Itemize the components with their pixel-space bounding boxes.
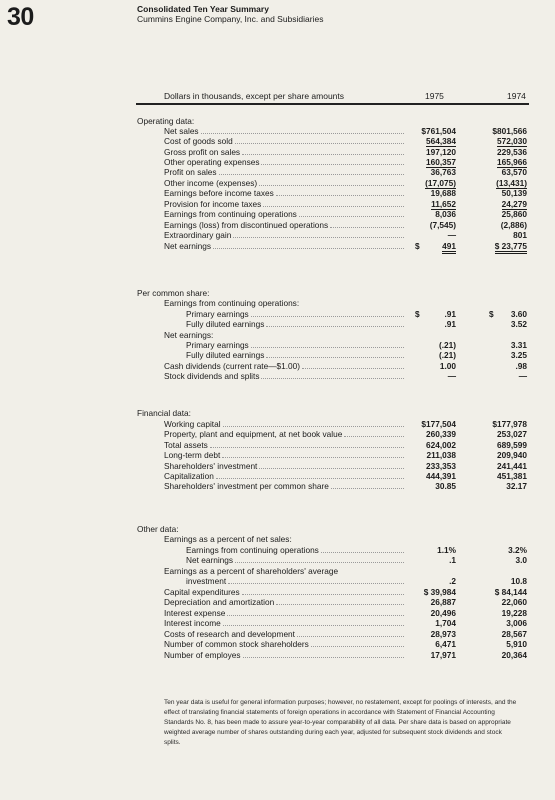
cell-1975 (372, 220, 456, 230)
value-1975: (.21) (438, 340, 456, 350)
table-row (0, 147, 555, 157)
dollar-sign: $ (415, 309, 420, 319)
value-1975: .2 (449, 576, 456, 586)
cell-1974 (455, 618, 527, 628)
row-label: Extraordinary gain (164, 230, 232, 240)
cell-1974 (455, 188, 527, 198)
cell-1975 (372, 178, 456, 188)
row-label: Other data: (137, 524, 179, 534)
table-row (0, 587, 555, 597)
column-header-1975: 1975 (425, 91, 444, 101)
table-row (0, 371, 555, 381)
cell-1975 (372, 157, 456, 167)
value-1975: 233,353 (426, 461, 456, 471)
row-label: Earnings from continuing operations: (164, 298, 300, 308)
cell-1974 (455, 440, 527, 450)
value-1974: 241,441 (497, 461, 527, 471)
cell-1974 (455, 220, 527, 230)
cell-1974 (455, 350, 527, 360)
table-row (0, 450, 555, 460)
table-row (0, 461, 555, 471)
table-row (0, 419, 555, 429)
cell-1974 (455, 199, 527, 209)
value-1974: 28,567 (501, 629, 527, 639)
dollar-sign: $ (415, 241, 420, 251)
table-row (0, 199, 555, 209)
row-label: Property, plant and equipment, at net book value (164, 429, 343, 439)
table-row (0, 167, 555, 177)
row-label: Capitalization (164, 471, 214, 481)
cell-1975 (372, 587, 456, 597)
value-1974: $177,978 (492, 419, 527, 429)
cell-1975 (372, 136, 456, 146)
value-1975: 491 (442, 241, 456, 254)
footnote: Ten year data is useful for general information purposes; however, no restatement, except for poolings of interests, and the effect of translating financial statements of foreign operations in accordance with Statement of Financial Accounting Standards No. 8, has been made to assure year-to-year comparability of all data. Per share data is based on appropriate weighted average number of shares outstanding during each year, adjusted for subsequent stock dividends and stock splits. (164, 699, 517, 746)
company-name: Cummins Engine Company, Inc. and Subsidiaries (137, 14, 324, 24)
table-row (0, 309, 555, 319)
value-1975: 20,496 (430, 608, 456, 618)
table-row (0, 608, 555, 618)
table-row (0, 340, 555, 350)
value-1974: 32.17 (506, 481, 527, 491)
value-1974: 572,030 (497, 136, 527, 146)
row-label: investment (186, 576, 227, 586)
value-1974: 801 (513, 230, 527, 240)
row-label: Fully diluted earnings (186, 350, 265, 360)
value-1975: 8,036 (435, 209, 456, 219)
cell-1974 (455, 650, 527, 660)
cell-1975 (372, 241, 456, 251)
cell-1975 (372, 461, 456, 471)
value-1975: $177,504 (421, 419, 456, 429)
cell-1974 (455, 178, 527, 188)
table-row (0, 178, 555, 188)
value-1974: .98 (515, 361, 527, 371)
cell-1975 (372, 618, 456, 628)
table-row (0, 566, 555, 576)
value-1975: $761,504 (421, 126, 456, 136)
value-1974: (2,886) (500, 220, 527, 230)
cell-1974 (455, 450, 527, 460)
cell-1974 (455, 209, 527, 219)
cell-1975 (372, 126, 456, 136)
row-label: Net earnings (186, 555, 234, 565)
cell-1974 (455, 429, 527, 439)
value-1974: 253,027 (497, 429, 527, 439)
value-1974: $801,566 (492, 126, 527, 136)
row-label: Net earnings: (164, 330, 214, 340)
value-1975: 19,688 (430, 188, 456, 198)
value-1974: 20,364 (501, 650, 527, 660)
cell-1975 (372, 209, 456, 219)
value-1974: 5,910 (506, 639, 527, 649)
table-row (0, 188, 555, 198)
row-label: Working capital (164, 419, 221, 429)
row-label: Long-term debt (164, 450, 221, 460)
cell-1974 (455, 126, 527, 136)
cell-1975 (372, 576, 456, 586)
value-1974: 3.60 (510, 309, 527, 319)
row-label: Profit on sales (164, 167, 217, 177)
value-1975: 26,887 (430, 597, 456, 607)
value-1975: 36,763 (430, 167, 456, 177)
value-1975: 211,038 (426, 450, 456, 460)
value-1975: (17,075) (425, 178, 456, 188)
value-1974: 165,966 (497, 157, 527, 167)
value-1974: — (518, 371, 527, 381)
value-1974: 19,228 (501, 608, 527, 618)
value-1975: 6,471 (435, 639, 456, 649)
value-1975: 28,973 (430, 629, 456, 639)
value-1975: .91 (444, 309, 456, 319)
table-row (0, 298, 555, 308)
cell-1974 (455, 241, 527, 251)
cell-1975 (372, 361, 456, 371)
table-row (0, 220, 555, 230)
value-1974: 3.52 (510, 319, 527, 329)
row-label: Earnings as a percent of net sales: (164, 534, 292, 544)
cell-1974 (455, 587, 527, 597)
cell-1974 (455, 545, 527, 555)
value-1975: 624,002 (426, 440, 456, 450)
value-1974: (13,431) (496, 178, 527, 188)
cell-1974 (455, 481, 527, 491)
row-label: Depreciation and amortization (164, 597, 275, 607)
row-label: Per common share: (137, 288, 210, 298)
cell-1974 (455, 629, 527, 639)
table-row (0, 639, 555, 649)
cell-1975 (372, 639, 456, 649)
cell-1975 (372, 450, 456, 460)
value-1974: 3.0 (515, 555, 527, 565)
row-label: Provision for income taxes (164, 199, 262, 209)
table-row (0, 481, 555, 491)
table-row (0, 241, 555, 251)
cell-1975 (372, 147, 456, 157)
value-1975: 1.00 (439, 361, 456, 371)
table-row (0, 136, 555, 146)
cell-1975 (372, 608, 456, 618)
table-row (0, 534, 555, 544)
cell-1975 (372, 429, 456, 439)
row-label: Stock dividends and splits (164, 371, 260, 381)
row-label: Earnings (loss) from discontinued operations (164, 220, 329, 230)
cell-1974 (455, 419, 527, 429)
value-1974: 63,570 (501, 167, 527, 177)
cell-1975 (372, 597, 456, 607)
table-row (0, 157, 555, 167)
table-row (0, 209, 555, 219)
row-label: Other income (expenses) (164, 178, 258, 188)
table-row (0, 555, 555, 565)
row-label: Net earnings (164, 241, 212, 251)
value-1974: 25,860 (501, 209, 527, 219)
value-1975: 30.85 (435, 481, 456, 491)
table-row (0, 597, 555, 607)
cell-1975 (372, 350, 456, 360)
cell-1974 (455, 361, 527, 371)
cell-1974 (455, 597, 527, 607)
value-1974: $ 23,775 (495, 241, 527, 254)
report-title: Consolidated Ten Year Summary (137, 4, 269, 14)
row-label: Operating data: (137, 116, 195, 126)
row-label: Interest income (164, 618, 221, 628)
value-1975: 564,384 (426, 136, 456, 146)
value-1975: 260,339 (426, 429, 456, 439)
value-1975: 1.1% (437, 545, 456, 555)
row-label: Cost of goods sold (164, 136, 233, 146)
value-1974: 3.2% (508, 545, 527, 555)
table-row (0, 230, 555, 240)
row-label: Earnings before income taxes (164, 188, 274, 198)
value-1975: .1 (449, 555, 456, 565)
cell-1975 (372, 371, 456, 381)
value-1974: 3.25 (510, 350, 527, 360)
row-label: Number of common stock shareholders (164, 639, 309, 649)
value-1974: 229,536 (497, 147, 527, 157)
cell-1974 (455, 157, 527, 167)
units-note: Dollars in thousands, except per share amounts (164, 91, 345, 101)
page-number: 30 (7, 3, 34, 31)
value-1974: 24,279 (501, 199, 527, 209)
value-1975: 197,120 (426, 147, 456, 157)
cell-1974 (455, 340, 527, 350)
value-1974: 689,599 (497, 440, 527, 450)
section-heading (0, 288, 555, 298)
section-heading (0, 524, 555, 534)
cell-1974 (455, 461, 527, 471)
column-header-1974: 1974 (507, 91, 526, 101)
row-label: Shareholders' investment (164, 461, 258, 471)
table-row (0, 429, 555, 439)
value-1975: 1,704 (435, 618, 456, 628)
table-row (0, 440, 555, 450)
header-rule (136, 103, 529, 105)
value-1975: (7,545) (429, 220, 456, 230)
value-1975: 11,652 (431, 199, 456, 209)
value-1975: .91 (444, 319, 456, 329)
table-row (0, 545, 555, 555)
cell-1975 (372, 188, 456, 198)
row-label: Earnings from continuing operations (164, 209, 297, 219)
cell-1975 (372, 419, 456, 429)
cell-1975 (372, 629, 456, 639)
cell-1974 (455, 608, 527, 618)
section-heading (0, 116, 555, 126)
row-label: Earnings as a percent of shareholders' average (164, 566, 339, 576)
value-1974: 3.31 (510, 340, 527, 350)
cell-1975 (372, 555, 456, 565)
cell-1975 (372, 481, 456, 491)
table-row (0, 629, 555, 639)
dollar-sign: $ (489, 309, 494, 319)
value-1975: 17,971 (430, 650, 456, 660)
value-1975: 160,357 (426, 157, 456, 167)
value-1975: — (447, 371, 456, 381)
cell-1975 (372, 230, 456, 240)
cell-1974 (455, 639, 527, 649)
cell-1975 (372, 340, 456, 350)
row-label: Total assets (164, 440, 208, 450)
value-1975: $ 39,984 (423, 587, 456, 597)
cell-1975 (372, 545, 456, 555)
row-label: Costs of research and development (164, 629, 295, 639)
row-label: Primary earnings (186, 340, 249, 350)
row-label: Capital expenditures (164, 587, 240, 597)
cell-1974 (455, 371, 527, 381)
cell-1975 (372, 650, 456, 660)
row-label: Primary earnings (186, 309, 249, 319)
value-1974: $ 84,144 (494, 587, 527, 597)
row-label: Number of employes (164, 650, 241, 660)
cell-1975 (372, 309, 456, 319)
row-label: Shareholders' investment per common share (164, 481, 329, 491)
cell-1975 (372, 199, 456, 209)
cell-1975 (372, 319, 456, 329)
row-label: Earnings from continuing operations (186, 545, 319, 555)
value-1975: — (447, 230, 456, 240)
row-label: Net sales (164, 126, 199, 136)
value-1975: 444,391 (426, 471, 456, 481)
row-label: Cash dividends (current rate—$1.00) (164, 361, 301, 371)
value-1974: 50,139 (501, 188, 527, 198)
value-1974: 3,006 (506, 618, 527, 628)
cell-1974 (455, 576, 527, 586)
table-row (0, 650, 555, 660)
cell-1974 (455, 167, 527, 177)
value-1974: 22,060 (501, 597, 527, 607)
cell-1975 (372, 440, 456, 450)
row-label: Financial data: (137, 408, 191, 418)
value-1974: 209,940 (497, 450, 527, 460)
section-heading (0, 408, 555, 418)
cell-1974 (455, 471, 527, 481)
table-row (0, 330, 555, 340)
row-label: Gross profit on sales (164, 147, 241, 157)
row-label: Fully diluted earnings (186, 319, 265, 329)
cell-1974 (455, 136, 527, 146)
cell-1975 (372, 471, 456, 481)
table-row (0, 319, 555, 329)
cell-1974 (455, 147, 527, 157)
table-row (0, 618, 555, 628)
table-row (0, 471, 555, 481)
value-1974: 451,381 (497, 471, 527, 481)
cell-1974 (455, 319, 527, 329)
table-row (0, 350, 555, 360)
row-label: Other operating expenses (164, 157, 260, 167)
cell-1974 (455, 230, 527, 240)
value-1975: (.21) (438, 350, 456, 360)
table-row (0, 361, 555, 371)
cell-1975 (372, 167, 456, 177)
cell-1974 (455, 555, 527, 565)
row-label: Interest expense (164, 608, 226, 618)
table-row (0, 126, 555, 136)
value-1974: 10.8 (510, 576, 527, 586)
table-row (0, 576, 555, 586)
